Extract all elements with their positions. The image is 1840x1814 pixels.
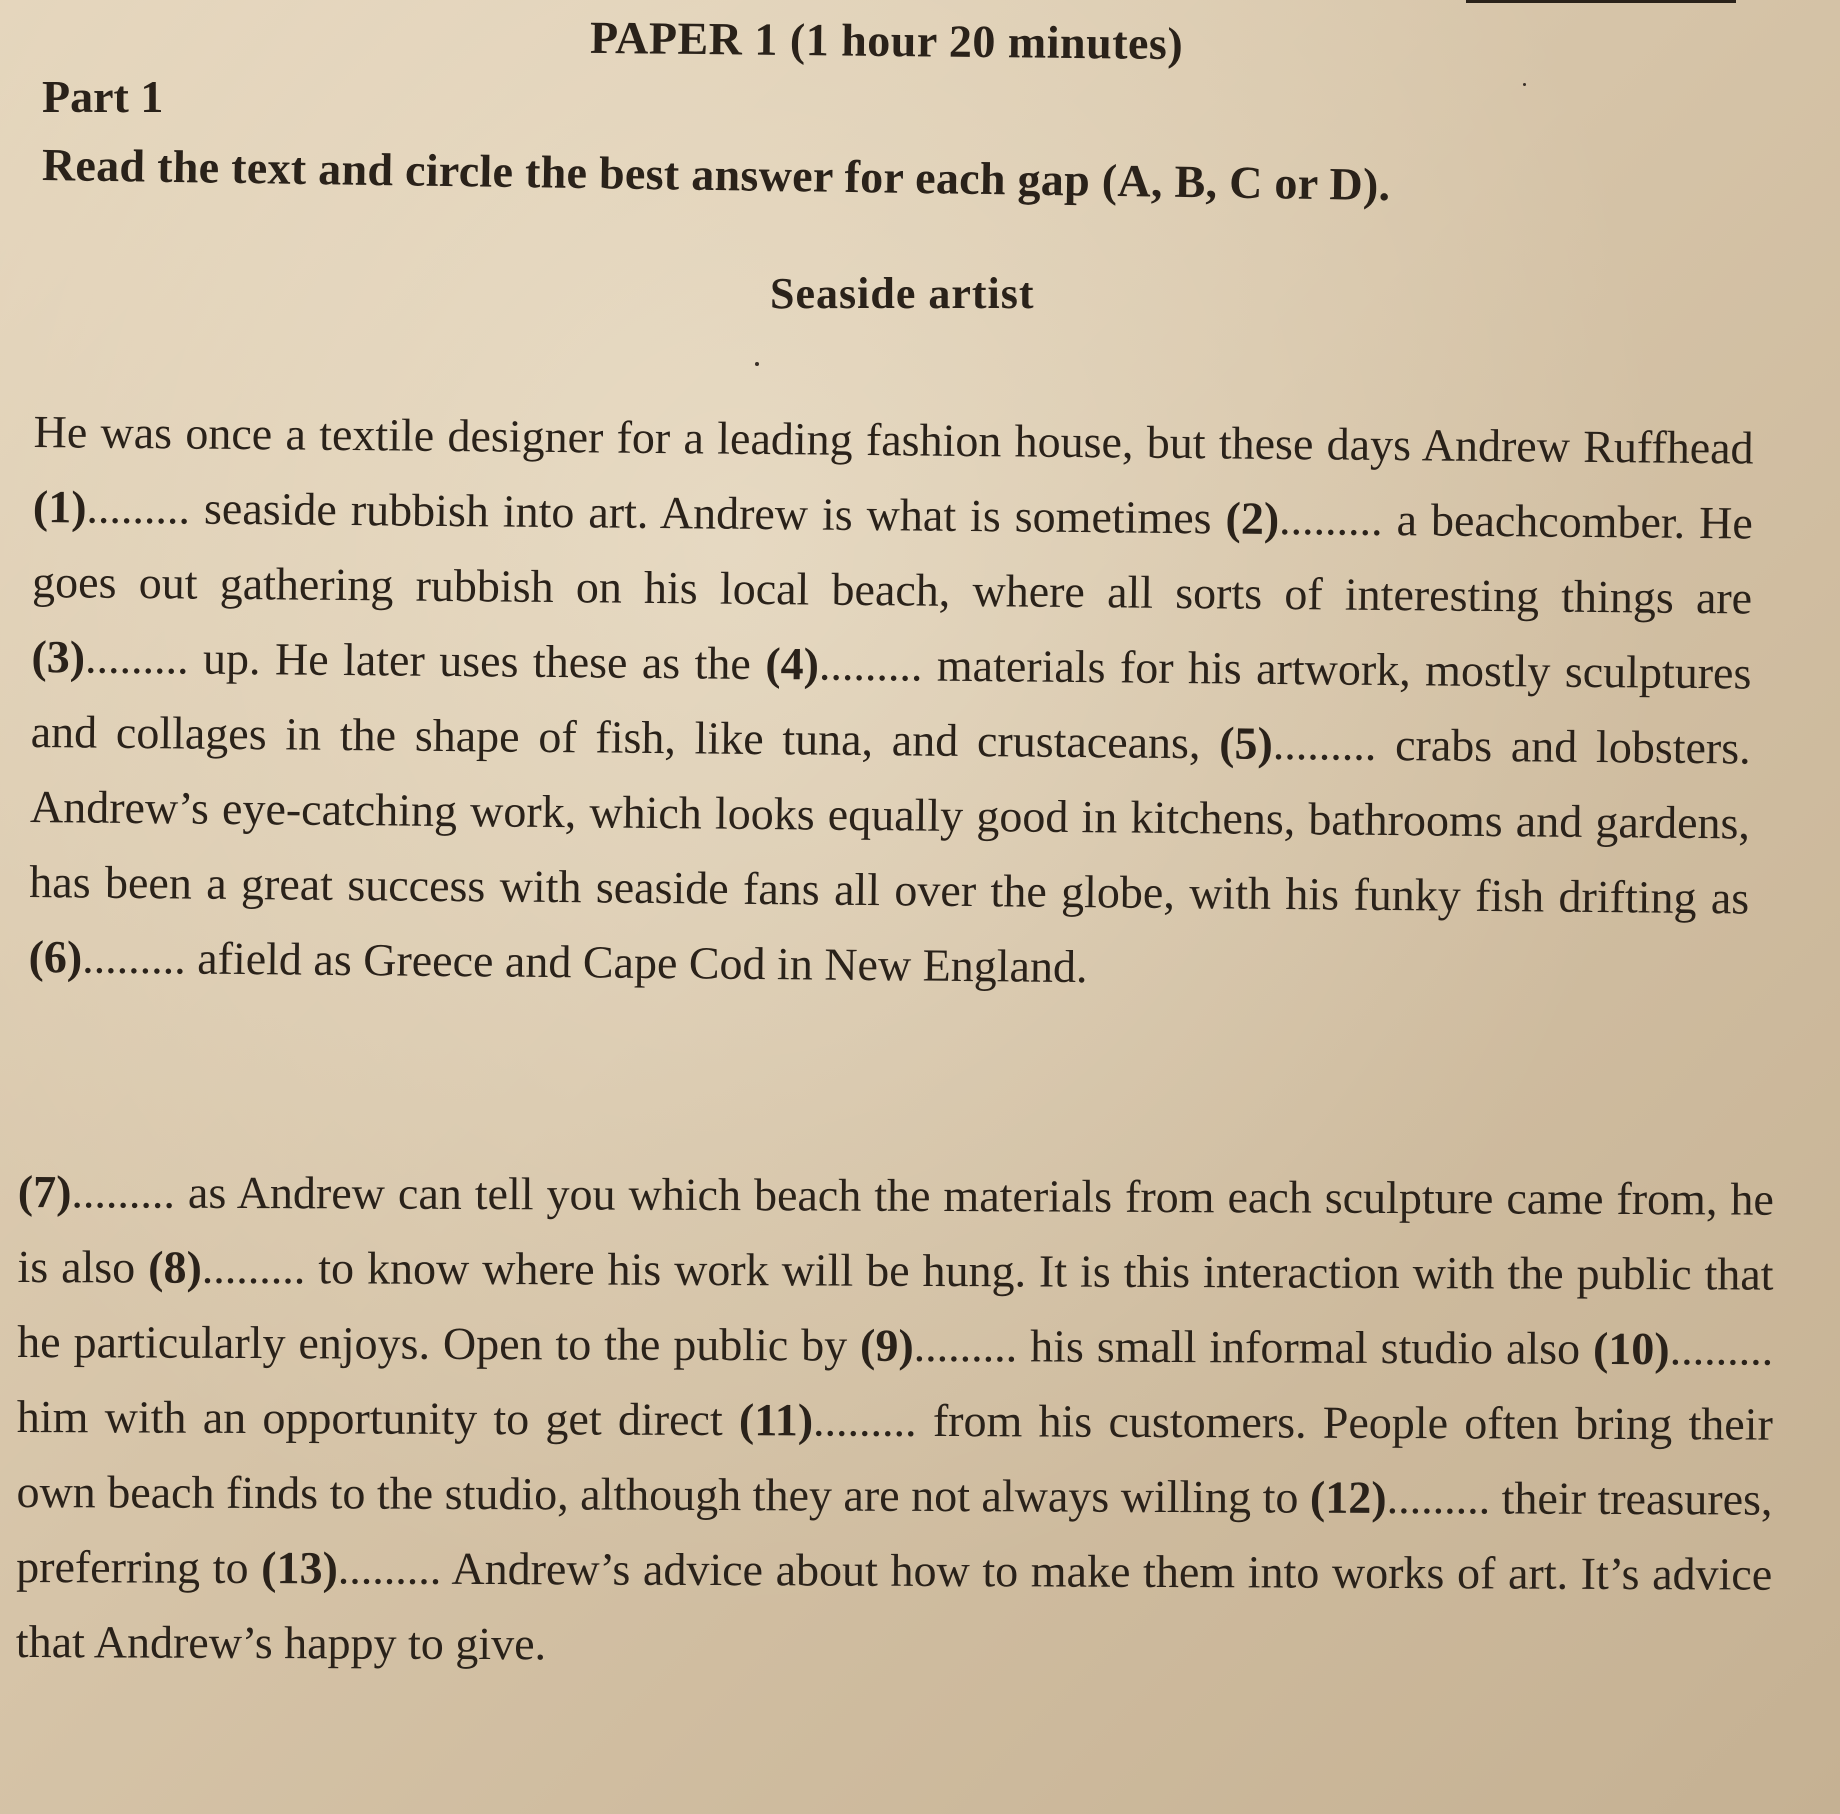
paragraph-2 xyxy=(16,1154,1774,1687)
paper-speck xyxy=(1523,83,1526,86)
instruction-text: Read the text and circle the best answer for each gap (A, B, C or D). xyxy=(41,139,1391,211)
text-segment: ......... from his customers. People often bring their own beach finds to the studio, although they are not always willing to xyxy=(16,1394,1773,1523)
text-segment: ......... crabs and lobsters. Andrew’s eye-catching work, which looks equally good in kitchens, bathrooms and gardens, has been a great success with seaside fans all over the globe, with his funky fish drifting as xyxy=(29,717,1751,924)
text-segment: ......... materials for his artwork, mostly sculptures and collages in the shape of fish, like tuna, and crustaceans, xyxy=(30,638,1752,769)
text-segment: ......... his small informal studio also xyxy=(913,1319,1594,1374)
gap-2: (2) xyxy=(1225,492,1280,544)
text-title: Seaside artist xyxy=(770,269,1035,318)
text-segment: ......... their treasures, preferring to xyxy=(16,1471,1773,1594)
gap-3: (3) xyxy=(31,630,86,683)
gap-6: (6) xyxy=(28,930,83,983)
text-segment: He was once a textile designer for a leading fashion house, but these days Andrew Ruffhead xyxy=(33,405,1754,474)
text-segment: ......... a beachcomber. He goes out gathering rubbish on his local beach, where all sorts of interesting things are xyxy=(31,492,1754,624)
text-segment: ......... Andrew’s advice about how to make them into works of art. It’s advice that Andrew’s happy to give. xyxy=(15,1542,1773,1670)
gap-8: (8) xyxy=(148,1241,202,1293)
text-segment: ......... to know where his work will be hung. It is this interaction with the public that he particularly enjoys. Open to the public by xyxy=(17,1241,1774,1371)
part-label: Part 1 xyxy=(42,71,164,122)
gap-12: (12) xyxy=(1309,1471,1387,1523)
gap-9: (9) xyxy=(860,1319,914,1371)
gap-1: (1) xyxy=(32,480,87,533)
paragraph-1 xyxy=(28,394,1754,1010)
top-rule xyxy=(1466,0,1736,3)
text-segment: ......... him with an opportunity to get direct xyxy=(16,1323,1774,1446)
gap-5: (5) xyxy=(1218,717,1274,769)
text-segment: ......... as Andrew can tell you which beach the materials from each sculpture came from, he is also xyxy=(17,1166,1774,1293)
gap-11: (11) xyxy=(738,1394,814,1446)
gap-13: (13) xyxy=(261,1542,338,1594)
paper-speck xyxy=(755,362,759,366)
gap-4: (4) xyxy=(765,638,820,690)
text-segment: ......... seaside rubbish into art. Andrew is what is sometimes xyxy=(86,481,1226,544)
gap-7: (7) xyxy=(17,1165,72,1218)
paper-heading: PAPER 1 (1 hour 20 minutes) xyxy=(589,11,1184,70)
gap-10: (10) xyxy=(1592,1322,1670,1375)
text-segment: ......... up. He later uses these as the xyxy=(84,631,766,690)
text-segment: ......... afield as Greece and Cape Cod in New England. xyxy=(81,931,1088,993)
